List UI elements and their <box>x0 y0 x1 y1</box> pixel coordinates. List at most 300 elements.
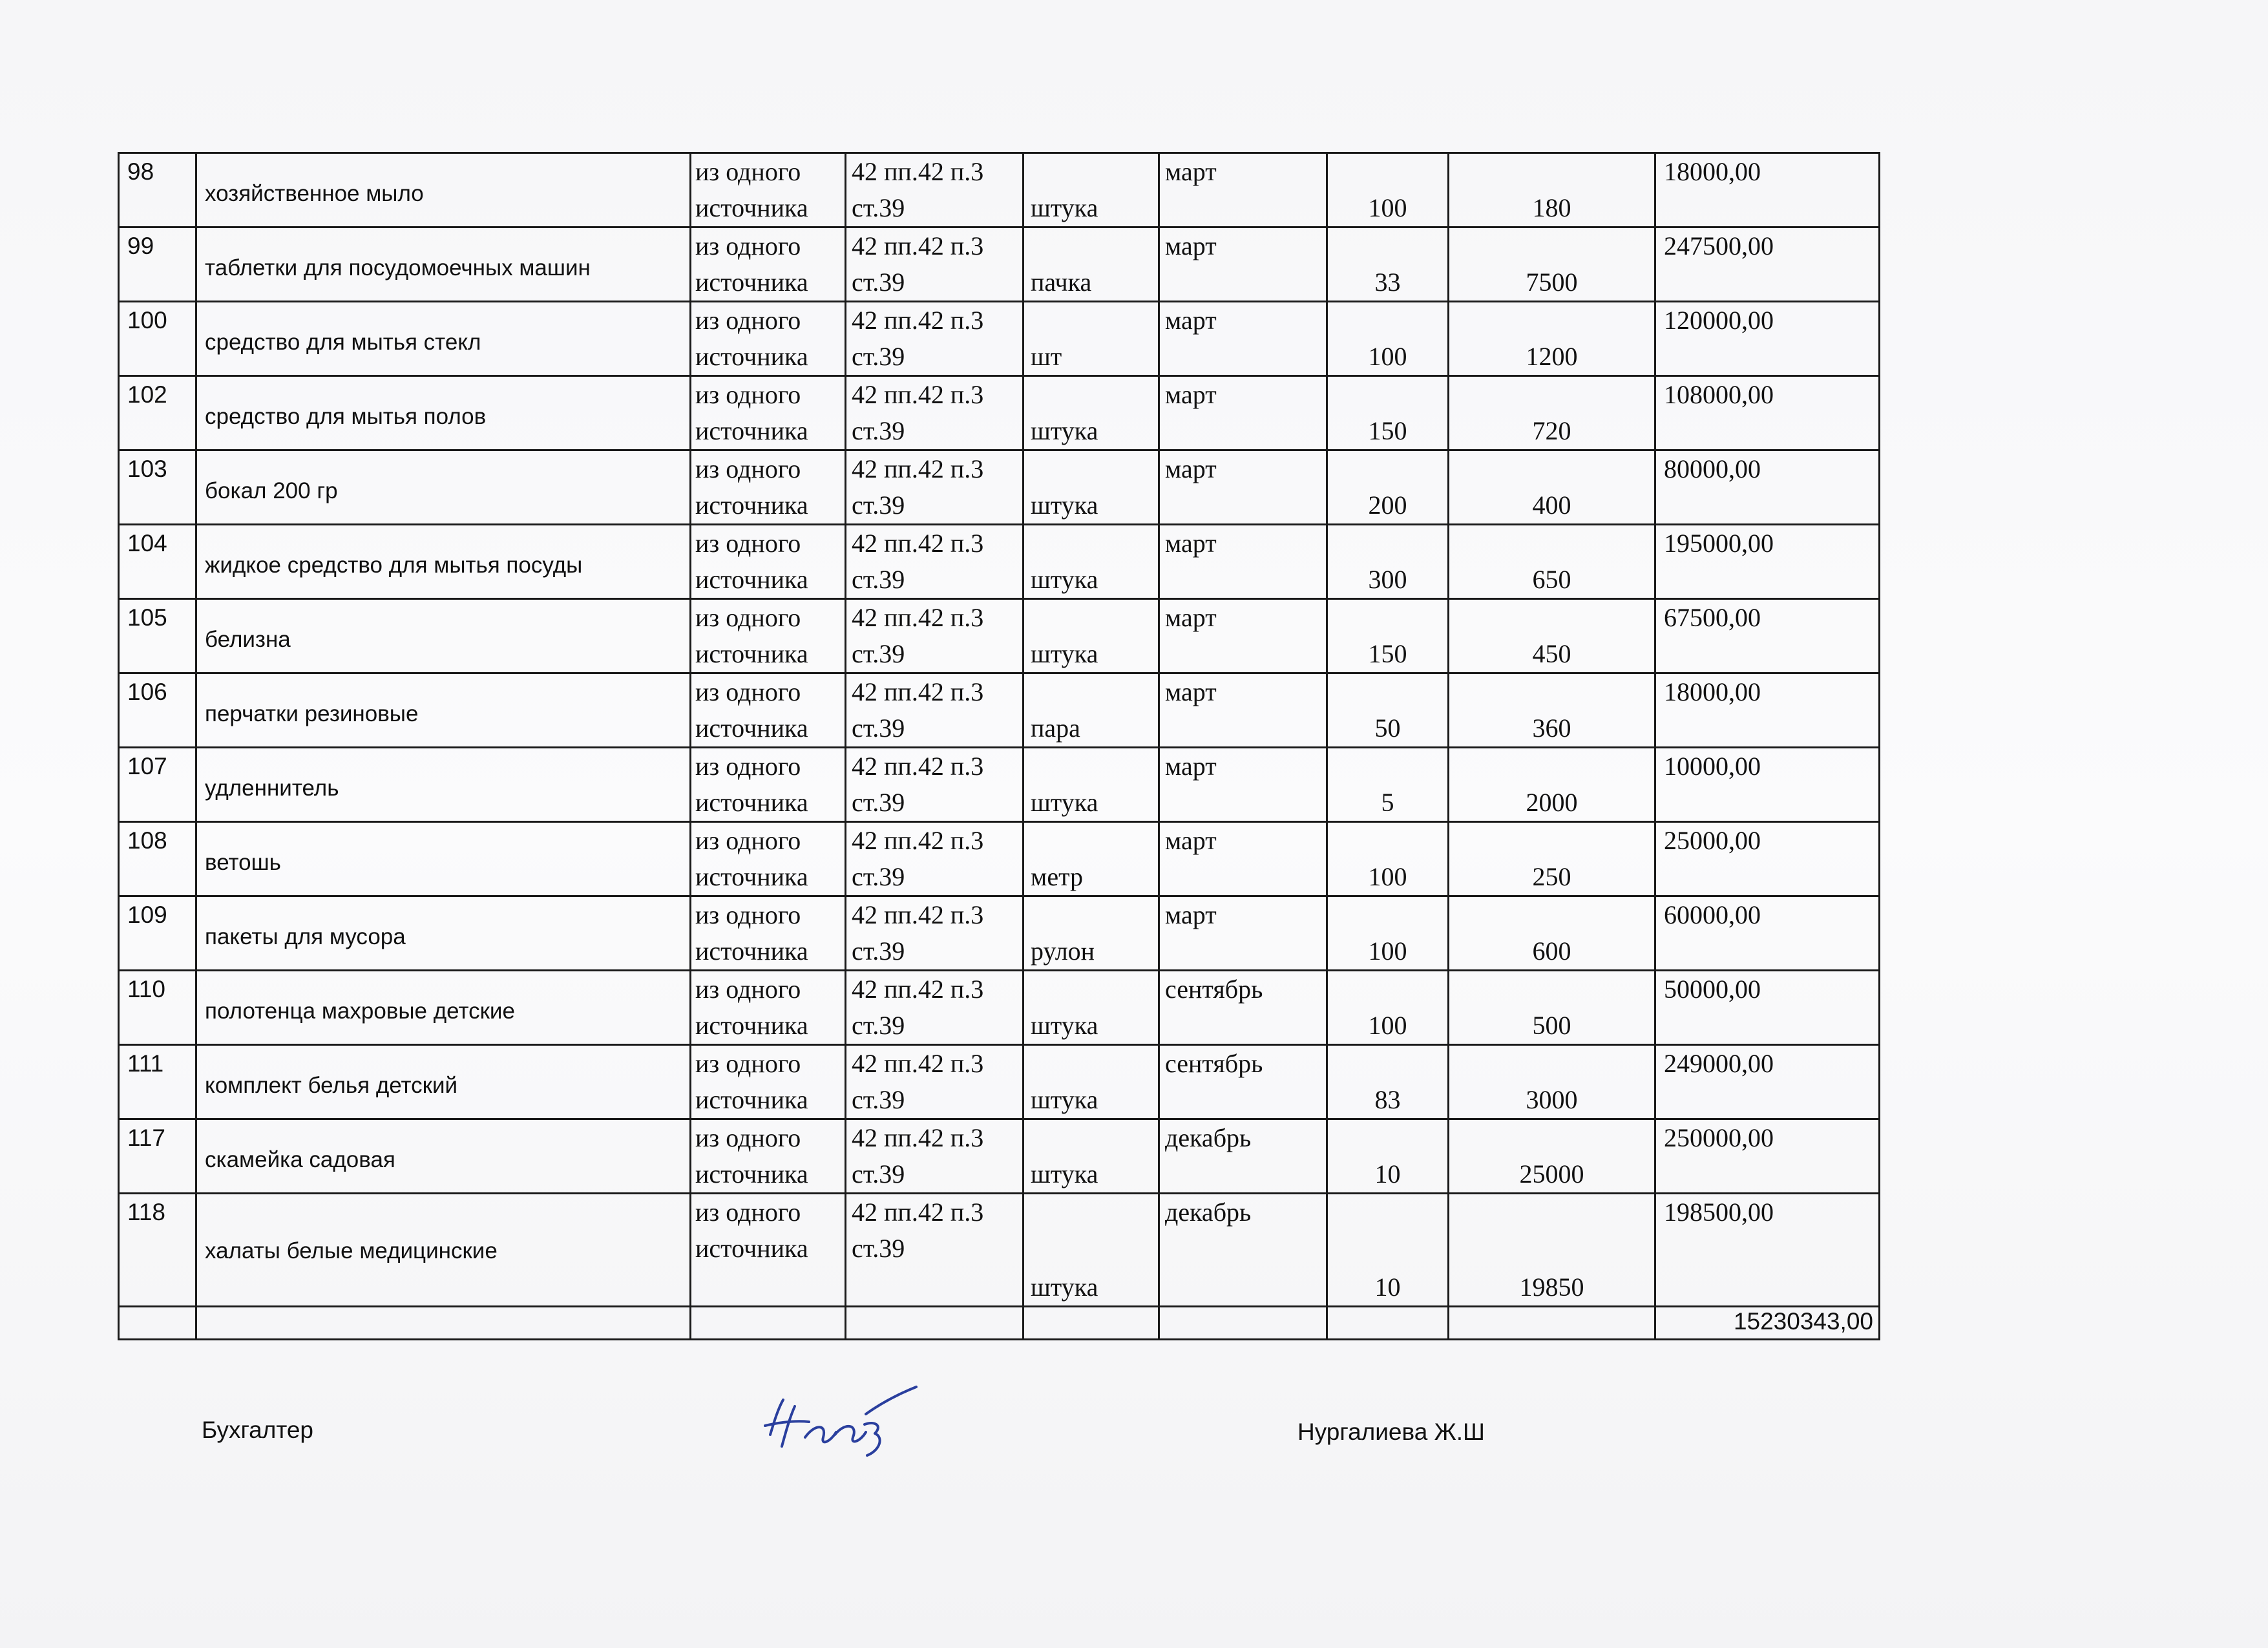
table-row <box>119 302 1880 376</box>
empty-cell <box>1024 1307 1159 1340</box>
article-line-1: 42 пп.42 п.3 <box>852 529 984 558</box>
cell-item-name <box>196 153 691 227</box>
cell-price <box>1449 1045 1655 1119</box>
cell-number <box>119 1119 196 1194</box>
row-number: 98 <box>127 158 154 185</box>
cell-item-name <box>196 822 691 896</box>
signature-icon <box>756 1370 924 1467</box>
unit-price: 3000 <box>1526 1085 1578 1114</box>
article-line-1: 42 пп.42 п.3 <box>852 826 984 855</box>
cell-article <box>846 302 1024 376</box>
quantity: 150 <box>1368 416 1407 445</box>
source-line-1: из одного <box>695 1049 801 1078</box>
source-line-2: источника <box>695 268 808 297</box>
article-line-1: 42 пп.42 п.3 <box>852 1123 984 1152</box>
item-name: бокал 200 гр <box>205 478 338 503</box>
source-line-2: источника <box>695 1085 808 1114</box>
cell-number <box>119 450 196 525</box>
row-sum: 18000,00 <box>1664 157 1761 186</box>
cell-price <box>1449 376 1655 450</box>
cell-month <box>1159 822 1327 896</box>
quantity: 100 <box>1368 1011 1407 1040</box>
quantity: 50 <box>1374 713 1401 743</box>
table-row <box>119 525 1880 599</box>
cell-unit <box>1024 1119 1159 1194</box>
cell-month <box>1159 1045 1327 1119</box>
quantity: 100 <box>1368 862 1407 891</box>
cell-month <box>1159 748 1327 822</box>
cell-number <box>119 1194 196 1307</box>
procurement-table <box>118 152 1880 1340</box>
cell-item-name <box>196 227 691 302</box>
cell-price <box>1449 971 1655 1045</box>
unit-price: 2000 <box>1526 788 1578 817</box>
empty-cell <box>1159 1307 1327 1340</box>
row-sum: 60000,00 <box>1664 900 1761 929</box>
unit-of-measure: штука <box>1031 639 1098 668</box>
cell-source <box>691 525 846 599</box>
cell-source <box>691 748 846 822</box>
unit-price: 180 <box>1532 193 1571 222</box>
cell-item-name <box>196 1045 691 1119</box>
cell-price <box>1449 673 1655 748</box>
table-row <box>119 896 1880 971</box>
cell-source <box>691 896 846 971</box>
cell-unit <box>1024 896 1159 971</box>
empty-cell <box>1327 1307 1449 1340</box>
row-number: 109 <box>127 902 167 928</box>
unit-price: 250 <box>1532 862 1571 891</box>
cell-item-name <box>196 673 691 748</box>
item-name: перчатки резиновые <box>205 701 419 726</box>
article-line-2: ст.39 <box>852 342 905 371</box>
row-sum: 108000,00 <box>1664 380 1774 409</box>
article-line-2: ст.39 <box>852 862 905 891</box>
cell-item-name <box>196 525 691 599</box>
cell-article <box>846 1194 1024 1307</box>
unit-price: 25000 <box>1519 1159 1584 1188</box>
cell-month <box>1159 227 1327 302</box>
table-row <box>119 450 1880 525</box>
source-line-1: из одного <box>695 975 801 1004</box>
cell-number <box>119 822 196 896</box>
item-name: полотенца махровые детские <box>205 998 515 1024</box>
source-line-2: источника <box>695 862 808 891</box>
quantity: 5 <box>1381 788 1394 817</box>
cell-quantity <box>1327 1119 1449 1194</box>
cell-number <box>119 1045 196 1119</box>
source-line-1: из одного <box>695 231 801 260</box>
grand-total: 15230343,00 <box>1733 1308 1873 1335</box>
cell-source <box>691 971 846 1045</box>
row-number: 103 <box>127 456 167 482</box>
cell-quantity <box>1327 376 1449 450</box>
item-name: удленнитель <box>205 776 339 801</box>
delivery-month: декабрь <box>1165 1198 1252 1227</box>
cell-unit <box>1024 1194 1159 1307</box>
cell-month <box>1159 376 1327 450</box>
cell-unit <box>1024 302 1159 376</box>
unit-price: 19850 <box>1519 1273 1584 1302</box>
article-line-2: ст.39 <box>852 1234 905 1263</box>
item-name: жидкое средство для мытья посуды <box>205 553 583 578</box>
delivery-month: декабрь <box>1165 1123 1252 1152</box>
unit-price: 720 <box>1532 416 1571 445</box>
article-line-1: 42 пп.42 п.3 <box>852 1049 984 1078</box>
source-line-1: из одного <box>695 603 801 632</box>
row-number: 108 <box>127 827 167 854</box>
row-number: 104 <box>127 530 167 556</box>
cell-quantity <box>1327 1194 1449 1307</box>
cell-sum <box>1655 525 1880 599</box>
source-line-1: из одного <box>695 752 801 781</box>
cell-quantity <box>1327 302 1449 376</box>
row-number: 118 <box>127 1199 165 1225</box>
cell-sum <box>1655 1194 1880 1307</box>
cell-number <box>119 227 196 302</box>
row-sum: 50000,00 <box>1664 975 1761 1004</box>
cell-number <box>119 971 196 1045</box>
cell-quantity <box>1327 450 1449 525</box>
cell-price <box>1449 1119 1655 1194</box>
table-row <box>119 599 1880 673</box>
article-line-2: ст.39 <box>852 713 905 743</box>
unit-price: 500 <box>1532 1011 1571 1040</box>
row-number: 111 <box>127 1050 164 1077</box>
cell-price <box>1449 1194 1655 1307</box>
delivery-month: март <box>1165 306 1217 335</box>
cell-unit <box>1024 525 1159 599</box>
cell-month <box>1159 153 1327 227</box>
table-row <box>119 822 1880 896</box>
unit-of-measure: штука <box>1031 788 1098 817</box>
cell-number <box>119 525 196 599</box>
cell-unit <box>1024 748 1159 822</box>
cell-number <box>119 748 196 822</box>
article-line-1: 42 пп.42 п.3 <box>852 1198 984 1227</box>
cell-month <box>1159 1194 1327 1307</box>
table-row <box>119 971 1880 1045</box>
quantity: 83 <box>1374 1085 1401 1114</box>
article-line-2: ст.39 <box>852 1085 905 1114</box>
source-line-2: источника <box>695 1011 808 1040</box>
source-line-1: из одного <box>695 826 801 855</box>
unit-of-measure: пачка <box>1031 268 1092 297</box>
cell-quantity <box>1327 1045 1449 1119</box>
source-line-2: источника <box>695 713 808 743</box>
cell-sum <box>1655 302 1880 376</box>
table-row <box>119 1045 1880 1119</box>
cell-price <box>1449 525 1655 599</box>
unit-of-measure: шт <box>1031 342 1062 371</box>
cell-sum <box>1655 896 1880 971</box>
unit-price: 360 <box>1532 713 1571 743</box>
article-line-2: ст.39 <box>852 788 905 817</box>
article-line-1: 42 пп.42 п.3 <box>852 306 984 335</box>
cell-quantity <box>1327 896 1449 971</box>
item-name: белизна <box>205 627 291 652</box>
cell-quantity <box>1327 673 1449 748</box>
cell-unit <box>1024 971 1159 1045</box>
unit-price: 1200 <box>1526 342 1578 371</box>
unit-of-measure: рулон <box>1031 936 1095 966</box>
cell-unit <box>1024 1045 1159 1119</box>
cell-sum <box>1655 1119 1880 1194</box>
unit-price: 600 <box>1532 936 1571 966</box>
row-sum: 18000,00 <box>1664 677 1761 706</box>
row-sum: 25000,00 <box>1664 826 1761 855</box>
cell-item-name <box>196 302 691 376</box>
article-line-2: ст.39 <box>852 565 905 594</box>
cell-total <box>1655 1307 1880 1340</box>
article-line-2: ст.39 <box>852 193 905 222</box>
cell-price <box>1449 227 1655 302</box>
cell-item-name <box>196 599 691 673</box>
unit-of-measure: штука <box>1031 1085 1098 1114</box>
cell-month <box>1159 302 1327 376</box>
unit-price: 650 <box>1532 565 1571 594</box>
quantity: 200 <box>1368 491 1407 520</box>
cell-unit <box>1024 450 1159 525</box>
quantity: 33 <box>1374 268 1401 297</box>
unit-of-measure: штука <box>1031 565 1098 594</box>
quantity: 150 <box>1368 639 1407 668</box>
cell-price <box>1449 153 1655 227</box>
cell-source <box>691 673 846 748</box>
signer-name: Нургалиева Ж.Ш <box>1297 1419 1485 1445</box>
article-line-2: ст.39 <box>852 639 905 668</box>
source-line-1: из одного <box>695 306 801 335</box>
cell-month <box>1159 896 1327 971</box>
source-line-1: из одного <box>695 900 801 929</box>
cell-quantity <box>1327 227 1449 302</box>
empty-cell <box>1449 1307 1655 1340</box>
item-name: ветошь <box>205 850 281 875</box>
delivery-month: март <box>1165 529 1217 558</box>
delivery-month: сентябрь <box>1165 1049 1263 1078</box>
cell-price <box>1449 302 1655 376</box>
cell-article <box>846 227 1024 302</box>
row-sum: 80000,00 <box>1664 454 1761 483</box>
cell-item-name <box>196 450 691 525</box>
cell-unit <box>1024 599 1159 673</box>
item-name: комплект белья детский <box>205 1073 458 1098</box>
article-line-1: 42 пп.42 п.3 <box>852 677 984 706</box>
unit-of-measure: штука <box>1031 193 1098 222</box>
cell-article <box>846 822 1024 896</box>
table-row <box>119 227 1880 302</box>
table-row <box>119 673 1880 748</box>
cell-quantity <box>1327 525 1449 599</box>
row-number: 106 <box>127 679 167 705</box>
cell-price <box>1449 450 1655 525</box>
cell-sum <box>1655 673 1880 748</box>
cell-source <box>691 450 846 525</box>
cell-article <box>846 376 1024 450</box>
unit-of-measure: штука <box>1031 416 1098 445</box>
unit-of-measure: штука <box>1031 1011 1098 1040</box>
cell-article <box>846 153 1024 227</box>
empty-cell <box>196 1307 691 1340</box>
delivery-month: март <box>1165 826 1217 855</box>
article-line-1: 42 пп.42 п.3 <box>852 603 984 632</box>
cell-quantity <box>1327 153 1449 227</box>
unit-of-measure: штука <box>1031 1159 1098 1188</box>
source-line-1: из одного <box>695 677 801 706</box>
cell-source <box>691 227 846 302</box>
row-number: 99 <box>127 233 154 259</box>
cell-number <box>119 673 196 748</box>
article-line-2: ст.39 <box>852 416 905 445</box>
delivery-month: март <box>1165 157 1217 186</box>
cell-source <box>691 1194 846 1307</box>
delivery-month: март <box>1165 380 1217 409</box>
delivery-month: март <box>1165 231 1217 260</box>
cell-article <box>846 971 1024 1045</box>
table-row <box>119 1194 1880 1307</box>
item-name: пакеты для мусора <box>205 924 406 949</box>
row-number: 107 <box>127 753 167 779</box>
source-line-1: из одного <box>695 454 801 483</box>
cell-source <box>691 1119 846 1194</box>
source-line-2: источника <box>695 1159 808 1188</box>
row-number: 102 <box>127 381 167 408</box>
row-number: 117 <box>127 1125 165 1151</box>
cell-quantity <box>1327 599 1449 673</box>
source-line-2: источника <box>695 639 808 668</box>
cell-article <box>846 673 1024 748</box>
cell-item-name <box>196 971 691 1045</box>
cell-item-name <box>196 1119 691 1194</box>
cell-article <box>846 525 1024 599</box>
cell-source <box>691 599 846 673</box>
row-sum: 250000,00 <box>1664 1123 1774 1152</box>
cell-source <box>691 153 846 227</box>
cell-unit <box>1024 153 1159 227</box>
source-line-2: источника <box>695 416 808 445</box>
table-row <box>119 1119 1880 1194</box>
delivery-month: март <box>1165 677 1217 706</box>
cell-month <box>1159 599 1327 673</box>
cell-source <box>691 822 846 896</box>
article-line-1: 42 пп.42 п.3 <box>852 900 984 929</box>
quantity: 10 <box>1374 1273 1401 1302</box>
cell-source <box>691 376 846 450</box>
quantity: 100 <box>1368 193 1407 222</box>
row-sum: 249000,00 <box>1664 1049 1774 1078</box>
cell-sum <box>1655 822 1880 896</box>
cell-number <box>119 376 196 450</box>
cell-month <box>1159 525 1327 599</box>
article-line-2: ст.39 <box>852 1159 905 1188</box>
quantity: 100 <box>1368 936 1407 966</box>
cell-article <box>846 599 1024 673</box>
row-number: 110 <box>127 976 165 1002</box>
cell-number <box>119 153 196 227</box>
article-line-1: 42 пп.42 п.3 <box>852 975 984 1004</box>
row-sum: 120000,00 <box>1664 306 1774 335</box>
cell-price <box>1449 748 1655 822</box>
cell-price <box>1449 599 1655 673</box>
unit-of-measure: штука <box>1031 491 1098 520</box>
delivery-month: март <box>1165 752 1217 781</box>
empty-cell <box>691 1307 846 1340</box>
quantity: 10 <box>1374 1159 1401 1188</box>
cell-number <box>119 302 196 376</box>
cell-month <box>1159 1119 1327 1194</box>
cell-quantity <box>1327 748 1449 822</box>
table-row <box>119 153 1880 227</box>
delivery-month: март <box>1165 454 1217 483</box>
cell-month <box>1159 971 1327 1045</box>
cell-item-name <box>196 376 691 450</box>
cell-item-name <box>196 896 691 971</box>
accountant-role-label: Бухгалтер <box>202 1417 314 1443</box>
item-name: скамейка садовая <box>205 1147 395 1172</box>
row-sum: 67500,00 <box>1664 603 1761 632</box>
delivery-month: март <box>1165 900 1217 929</box>
cell-month <box>1159 450 1327 525</box>
cell-month <box>1159 673 1327 748</box>
row-number: 100 <box>127 307 167 333</box>
item-name: халаты белые медицинские <box>205 1238 498 1263</box>
article-line-2: ст.39 <box>852 268 905 297</box>
cell-sum <box>1655 1045 1880 1119</box>
source-line-2: источника <box>695 1234 808 1263</box>
article-line-2: ст.39 <box>852 936 905 966</box>
cell-unit <box>1024 822 1159 896</box>
unit-price: 7500 <box>1526 268 1578 297</box>
source-line-2: источника <box>695 788 808 817</box>
delivery-month: сентябрь <box>1165 975 1263 1004</box>
source-line-1: из одного <box>695 1123 801 1152</box>
cell-price <box>1449 896 1655 971</box>
quantity: 100 <box>1368 342 1407 371</box>
row-sum: 10000,00 <box>1664 752 1761 781</box>
article-line-1: 42 пп.42 п.3 <box>852 231 984 260</box>
total-row <box>119 1307 1880 1340</box>
cell-sum <box>1655 153 1880 227</box>
cell-sum <box>1655 376 1880 450</box>
cell-sum <box>1655 748 1880 822</box>
empty-cell <box>119 1307 196 1340</box>
article-line-2: ст.39 <box>852 491 905 520</box>
cell-quantity <box>1327 822 1449 896</box>
empty-cell <box>846 1307 1024 1340</box>
article-line-1: 42 пп.42 п.3 <box>852 454 984 483</box>
item-name: таблетки для посудомоечных машин <box>205 255 591 280</box>
unit-price: 450 <box>1532 639 1571 668</box>
cell-sum <box>1655 971 1880 1045</box>
cell-article <box>846 1045 1024 1119</box>
item-name: хозяйственное мыло <box>205 181 424 206</box>
article-line-1: 42 пп.42 п.3 <box>852 157 984 186</box>
cell-number <box>119 599 196 673</box>
cell-quantity <box>1327 971 1449 1045</box>
cell-article <box>846 1119 1024 1194</box>
cell-number <box>119 896 196 971</box>
cell-sum <box>1655 599 1880 673</box>
cell-price <box>1449 822 1655 896</box>
cell-source <box>691 1045 846 1119</box>
unit-price: 400 <box>1532 491 1571 520</box>
cell-item-name <box>196 748 691 822</box>
cell-unit <box>1024 376 1159 450</box>
article-line-1: 42 пп.42 п.3 <box>852 752 984 781</box>
row-number: 105 <box>127 604 167 631</box>
item-name: средство для мытья стекл <box>205 330 481 355</box>
table-row <box>119 376 1880 450</box>
